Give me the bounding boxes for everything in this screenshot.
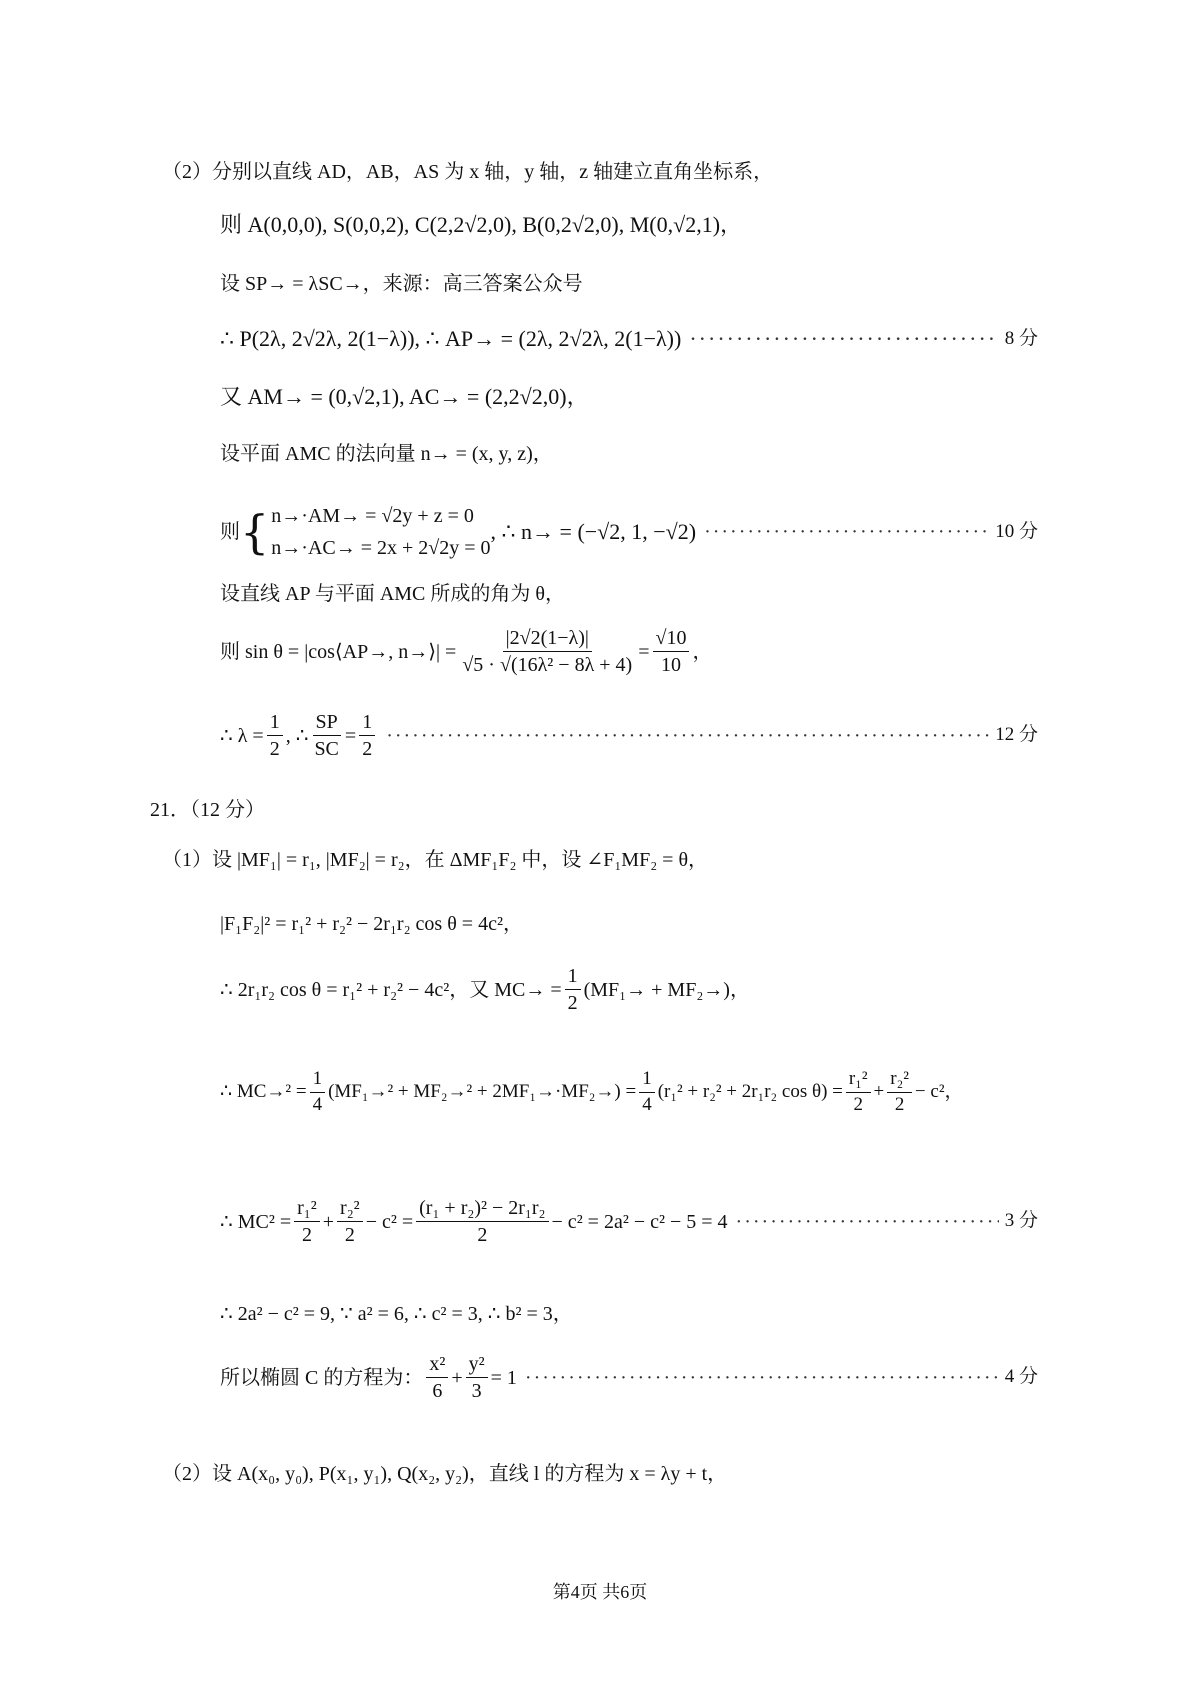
text-line <box>220 326 1038 352</box>
line-text: (r₁² + r₂² + 2r₁r₂ cos θ) = <box>657 1080 843 1102</box>
denominator: 2 <box>894 1093 905 1115</box>
line-text: 又 AM→ = (0,√2,1), AC→ = (2,2√2,0)， <box>220 384 589 409</box>
line-text: ∴ 2a² − c² = 9, ∵ a² = 6, ∴ c² = 3, ∴ b² = 3， <box>220 1303 573 1325</box>
numerator: SP <box>313 710 341 736</box>
fraction <box>426 1352 448 1403</box>
denominator: SC <box>314 738 339 760</box>
line-text: ∴ λ = <box>220 724 264 747</box>
dot-leader <box>386 724 989 748</box>
fraction <box>267 710 283 761</box>
denominator: √5 · √(16λ² − 8λ + 4) <box>462 654 633 676</box>
text-line <box>220 912 523 936</box>
line-text: 设 SP→ = λSC→，来源：高三答案公众号 <box>220 273 583 295</box>
fraction <box>466 1352 488 1403</box>
score-label: 3 分 <box>1004 1210 1038 1232</box>
formula-line <box>220 626 712 677</box>
line-text: = <box>638 640 650 663</box>
line-text: − c²， <box>914 1080 964 1102</box>
text-line <box>220 582 565 606</box>
denominator: 2 <box>567 992 578 1014</box>
line-text: − c² = 2a² − c² − 5 = 4 <box>551 1210 728 1233</box>
numerator: r₂² <box>337 1196 363 1222</box>
fraction <box>416 1196 548 1247</box>
fraction <box>846 1068 871 1117</box>
line-text: , ∴ n→ = (−√2, 1, −√2) <box>490 518 697 544</box>
line-text: + <box>322 1210 335 1233</box>
numerator: 1 <box>639 1068 655 1093</box>
equation-system-line <box>220 500 1038 564</box>
numerator: 1 <box>310 1068 326 1093</box>
fraction <box>311 710 341 761</box>
line-text: , ∴ <box>285 724 309 747</box>
score-label: 10 分 <box>995 520 1038 542</box>
denominator: 2 <box>269 738 280 760</box>
dot-leader <box>689 326 998 352</box>
numerator: |2√2(1−λ)| <box>503 626 592 652</box>
line-text: = 1 <box>490 1366 517 1389</box>
denominator: 2 <box>344 1224 355 1246</box>
line-text: (MF₁→ + MF₂→)， <box>583 978 750 1001</box>
page-footer: 第4页 共6页 <box>552 1582 648 1602</box>
score-label: 12 分 <box>995 724 1038 746</box>
equation-system <box>271 500 490 564</box>
line-text: − c² = <box>365 1210 414 1233</box>
numerator: 1 <box>565 964 581 990</box>
line-text: ∴ MC² = <box>220 1210 292 1233</box>
fraction <box>459 626 635 677</box>
equation-row: n→·AC→ = 2x + 2√2y = 0 <box>271 537 491 559</box>
denominator: 10 <box>660 654 681 676</box>
line-text: 设直线 AP 与平面 AMC 所成的角为 θ， <box>220 583 565 605</box>
denominator: 2 <box>301 1224 312 1246</box>
line-text: （1）设 |MF₁| = r₁, |MF₂| = r₂，在 ΔMF₁F₂ 中，设 ∠F₁MF₂ = θ， <box>162 849 709 871</box>
line-text: ， <box>692 640 713 663</box>
score-label: 4 分 <box>1004 1366 1038 1388</box>
dot-leader <box>736 1210 999 1234</box>
denominator: 4 <box>312 1093 323 1115</box>
line-text: （2）分别以直线 AD，AB，AS 为 x 轴，y 轴，z 轴建立直角坐标系， <box>162 161 774 183</box>
fraction <box>337 1196 363 1247</box>
text-line <box>220 212 742 238</box>
numerator: r₂² <box>887 1068 912 1093</box>
fraction <box>887 1068 912 1117</box>
line-text: (MF₁→² + MF₂→² + 2MF₁→·MF₂→) = <box>328 1080 637 1102</box>
denominator: 2 <box>853 1093 863 1115</box>
denominator: 3 <box>471 1380 482 1402</box>
left-brace: { <box>240 505 270 559</box>
numerator: (r₁ + r₂)² − 2r₁r₂ <box>416 1196 548 1222</box>
line-text: |F₁F₂|² = r₁² + r₂² − 2r₁r₂ cos θ = 4c²， <box>220 913 523 935</box>
denominator: 4 <box>642 1093 652 1115</box>
formula-line <box>220 1068 964 1117</box>
formula-line <box>220 1352 1038 1403</box>
numerator: r₁² <box>846 1068 871 1093</box>
line-text: 所以椭圆 C 的方程为： <box>220 1366 424 1389</box>
line-text: 则 <box>220 521 240 543</box>
text-line <box>162 848 708 872</box>
denominator: 2 <box>477 1224 488 1246</box>
dot-leader <box>704 520 989 544</box>
line-text: 21．（12 分） <box>150 799 265 821</box>
numerator: 1 <box>359 710 375 736</box>
text-line <box>220 272 583 296</box>
question-heading <box>150 798 265 822</box>
fraction <box>359 710 375 761</box>
text-line <box>220 442 553 466</box>
line-text: + <box>873 1080 885 1102</box>
fraction <box>565 964 581 1015</box>
numerator: x² <box>426 1352 448 1378</box>
fraction <box>653 626 690 677</box>
equation-row: n→·AM→ = √2y + z = 0 <box>271 505 474 527</box>
line-text: （2）设 A(x₀, y₀), P(x₁, y₁), Q(x₂, y₂)，直线 l 的方程为 x = λy + t， <box>162 1463 728 1485</box>
text-line <box>162 1462 727 1486</box>
formula-line <box>220 1196 1038 1247</box>
denominator: 6 <box>432 1380 443 1402</box>
text-line <box>220 384 589 410</box>
text-line <box>162 160 773 184</box>
text-line <box>220 1302 573 1326</box>
line-text: 则 sin θ = |cos⟨AP→, n→⟩| = <box>220 640 457 663</box>
formula-line <box>220 964 750 1015</box>
line-text: 设平面 AMC 的法向量 n→ = (x, y, z)， <box>220 443 553 465</box>
fraction <box>639 1068 655 1117</box>
formula-line <box>220 710 1038 761</box>
line-text: = <box>344 724 357 747</box>
denominator: 2 <box>362 738 373 760</box>
score-label: 8 分 <box>1004 327 1038 349</box>
dot-leader <box>525 1366 999 1390</box>
numerator: r₁² <box>294 1196 320 1222</box>
fraction <box>310 1068 326 1117</box>
line-text: ∴ P(2λ, 2√2λ, 2(1−λ)), ∴ AP→ = (2λ, 2√2λ, 2(1−λ)) <box>220 326 682 351</box>
fraction <box>294 1196 320 1247</box>
line-text: ∴ 2r₁r₂ cos θ = r₁² + r₂² − 4c²，又 MC→ = <box>220 978 562 1001</box>
line-text: + <box>451 1366 463 1389</box>
line-text: ∴ MC→² = <box>220 1080 307 1102</box>
line-text: 则 A(0,0,0), S(0,0,2), C(2,2√2,0), B(0,2√2,0), M(0,√2,1)， <box>220 212 743 237</box>
numerator: y² <box>466 1352 488 1378</box>
numerator: √10 <box>653 626 690 652</box>
numerator: 1 <box>267 710 283 736</box>
